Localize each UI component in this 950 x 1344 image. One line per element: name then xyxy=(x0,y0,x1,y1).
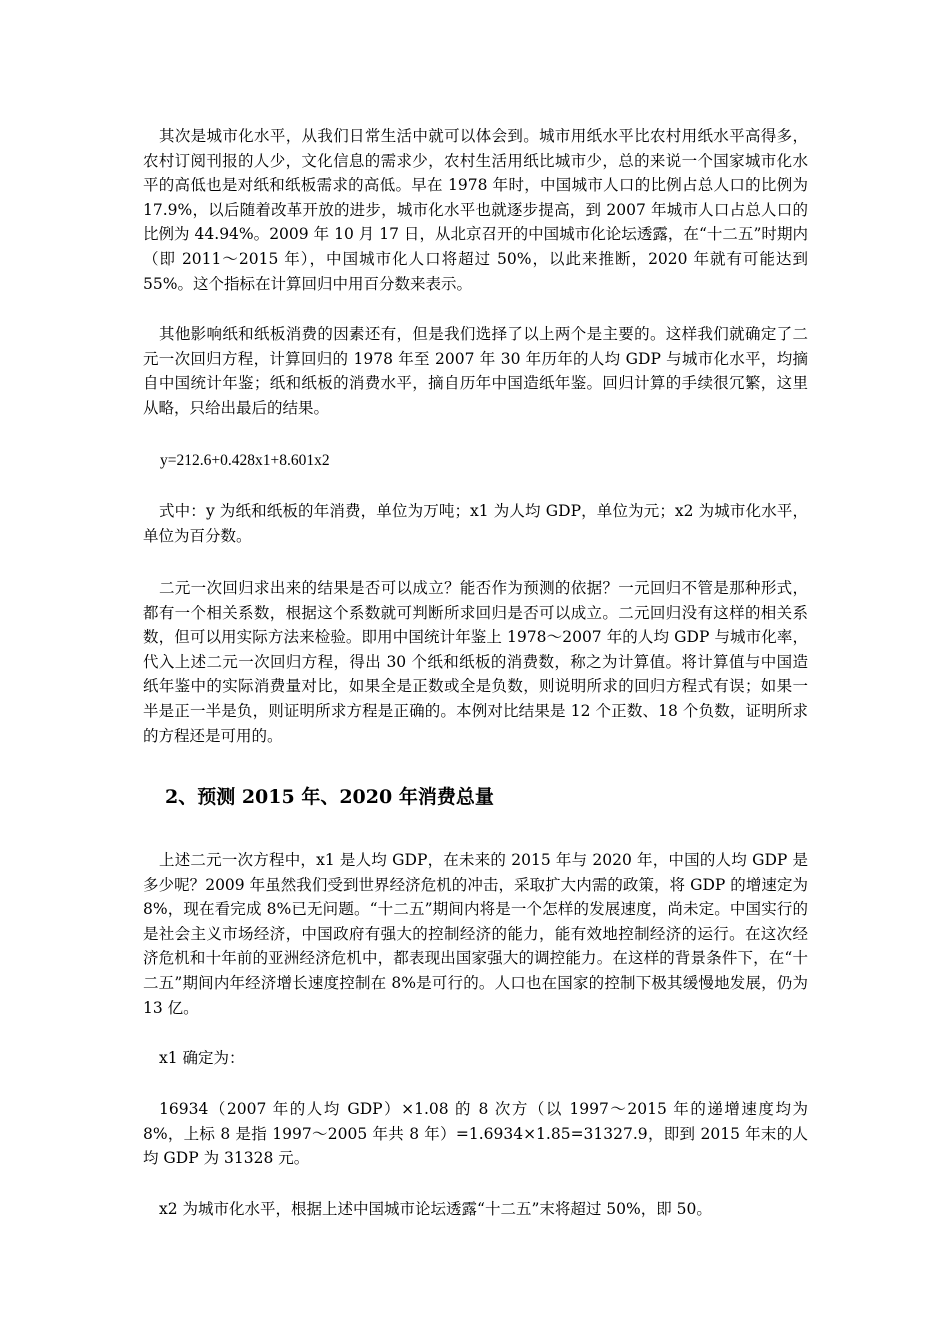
paragraph-regression-method: 其他影响纸和纸板消费的因素还有，但是我们选择了以上两个是主要的。这样我们就确定了二元一次回归方程，计算回归的 1978 年至 2007 年 30 年历年的人均 GDP 与城市化水平，均摘自中国统计年鉴；纸和纸板的消费水平，摘自历年中国造纸年鉴。回归计算的手续很冗繁，这里从略，只给出最后的结果。 xyxy=(143,325,808,417)
paragraph-gdp-forecast: 上述二元一次方程中，x1 是人均 GDP，在未来的 2015 年与 2020 年，中国的人均 GDP 是多少呢？2009 年虽然我们受到世界经济危机的冲击，采取扩大内需的政策，将 GDP 的增速定为 8%，现在看完成 8%已无问题。“十二五”期间内将是一个怎样的发展速度，尚未定。中国实行的是社会主义市场经济，中国政府有强大的控制经济的能力，能有效地控制经济的运行。在这次经济危机和十年前的亚洲经济危机中，都表现出国家强大的调控能力。在这样的背景条件下，在“十二五”期间内年经济增长速度控制在 8%是可行的。人口也在国家的控制下极其缓慢地发展，仍为 13 亿。 xyxy=(143,851,808,1017)
paragraph-x1-label: x1 确定为： xyxy=(159,1049,245,1067)
section-heading: 2、预测 2015 年、2020 年消费总量 xyxy=(165,786,494,808)
paragraph-verification: 二元一次回归求出来的结果是否可以成立？能否作为预测的依据？一元回归不管是那种形式，都有一个相关系数，根据这个系数就可判断所求回归是否可以成立。二元回归没有这样的相关系数，但可以用实际方法来检验。即用中国统计年鉴上 1978～2007 年的人均 GDP 与城市化率，代入上述二元一次回归方程，得出 30 个纸和纸板的消费数，称之为计算值。将计算值与中国造纸年鉴中的实际消费量对比，如果全是正数或全是负数，则说明所求的回归方程式有误；如果一半是正一半是负，则证明所求方程是正确的。本例对比结果是 12 个正数、18 个负数，证明所求的方程还是可用的。 xyxy=(143,579,808,745)
paragraph-x1-calculation: 16934（2007 年的人均 GDP）×1.08 的 8 次方（以 1997～2015 年的递增速度均为 8%，上标 8 是指 1997～2005 年共 8 年）=1.6934×1.85=31327.9，即到 2015 年末的人均 GDP 为 31328 元。 xyxy=(143,1100,808,1168)
paragraph-equation-legend: 式中：y 为纸和纸板的年消费，单位为万吨；x1 为人均 GDP，单位为元；x2 为城市化水平，单位为百分数。 xyxy=(143,502,808,545)
paragraph-urbanization: 其次是城市化水平，从我们日常生活中就可以体会到。城市用纸水平比农村用纸水平高得多，农村订阅刊报的人少，文化信息的需求少，农村生活用纸比城市少，总的来说一个国家城市化水平的高低也是对纸和纸板需求的高低。早在 1978 年时，中国城市人口的比例占总人口的比例为 17.9%，以后随着改革开放的进步，城市化水平也就逐步提高，到 2007 年城市人口占总人口的比例为 44.94%。2009 年 10 月 17 日，从北京召开的中国城市化论坛透露，在“十二五”时期内（即 2011～2015 年），中国城市化人口将超过 50%，以此来推断，2020 年就有可能达到 55%。这个指标在计算回归中用百分数来表示。 xyxy=(143,127,808,293)
paragraph-x2-definition: x2 为城市化水平，根据上述中国城市论坛透露“十二五”末将超过 50%，即 50。 xyxy=(159,1200,712,1218)
regression-equation: y=212.6+0.428x1+8.601x2 xyxy=(160,452,330,469)
